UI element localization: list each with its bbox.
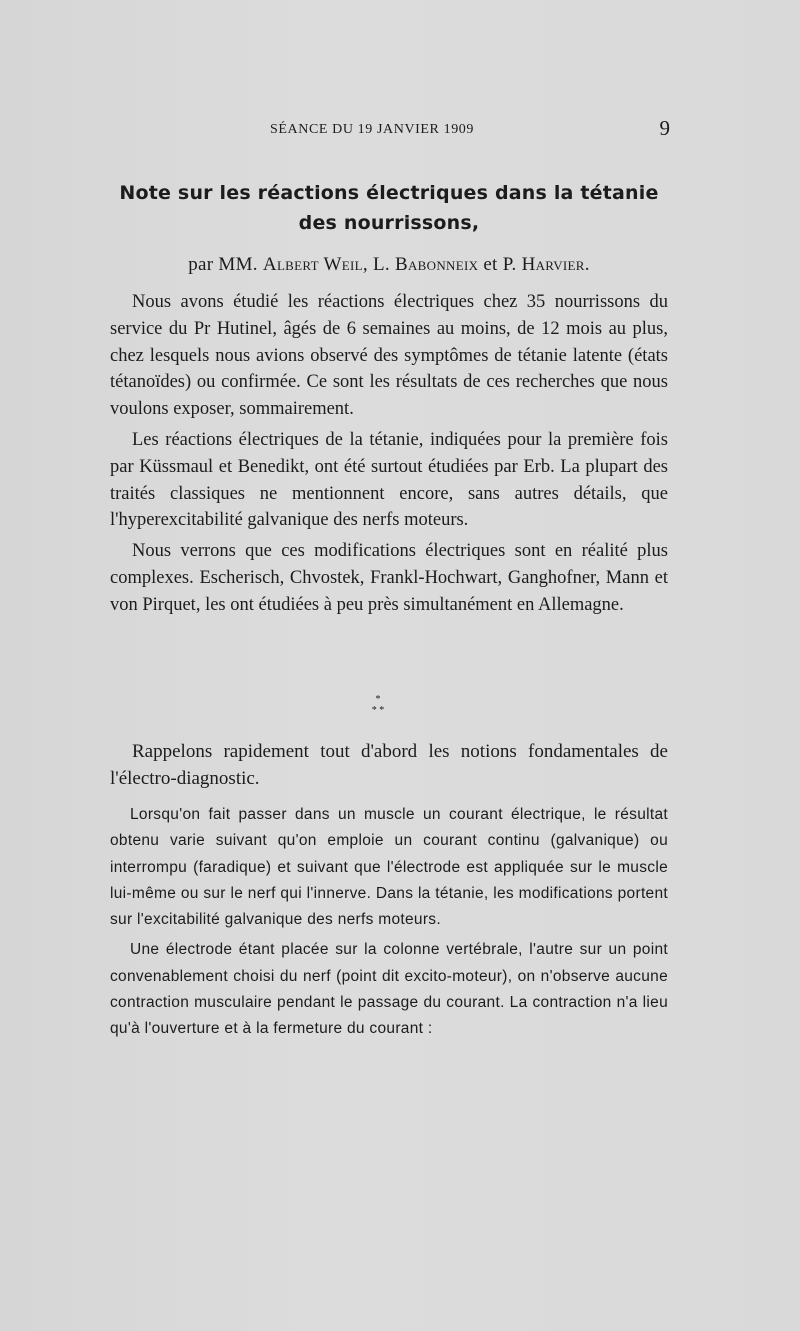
title-line-1: Note sur les réactions électriques dans la tétanie xyxy=(119,182,659,204)
author-harvier: P. Harvier xyxy=(502,254,585,275)
authors-et: et xyxy=(483,254,498,275)
rappel-text xyxy=(110,738,668,792)
authors-line: par MM. Albert Weil, L. Babonneix et P. Harvier. xyxy=(188,254,590,275)
paragraph: Lorsqu'on fait passer dans un muscle un courant électrique, le résultat obtenu varie suivant qu'on emploie un courant continu (galvanique) ou interrompu (faradique) et suivant que l'électrode est appliquée sur le muscle lui-même ou sur le nerf qui l'innerve. Dans la tétanie, les modifications portent sur l'excitabilité galvanique des nerfs moteurs. xyxy=(110,806,668,929)
running-title: SÉANCE DU 19 JANVIER 1909 xyxy=(270,122,474,137)
asterism-bottom: * * xyxy=(371,705,385,716)
article-title xyxy=(110,178,668,238)
asterism-separator xyxy=(358,694,398,716)
authors-prefix: par MM. xyxy=(188,254,258,275)
title-line-2: des nourrissons, xyxy=(298,212,480,234)
paragraph: Les réactions électriques de la tétanie, indiquées pour la première fois par Küssmaul et Benedikt, ont été surtout étudiées par Erb. La plupart des traités classiques ne mentionnent encore, sans autres détails, que l'hyperexcitabilité galvanique des nerfs moteurs. xyxy=(110,429,668,531)
small-print-text xyxy=(110,802,668,1047)
paragraph: Nous verrons que ces modifications électriques sont en réalité plus complexes. Escherisch, Chvostek, Frankl-Hochwart, Ganghofner, Mann et von Pirquet, les ont étudiées à peu près simultanément en Allemagne. xyxy=(110,541,668,615)
author-babonneix: L. Babonneix xyxy=(373,254,479,275)
paragraph: Nous avons étudié les réactions électriques chez 35 nourrissons du service du Pr Hutinel, âgés de 6 semaines au moins, de 12 mois au plus, chez lesquels nous avions observé des symptômes de tétanie latente (états tétanoïdes) ou confirmée. Ce sont les résultats de ces recherches que nous voulons exposer, sommairement. xyxy=(110,292,668,420)
paragraph: Rappelons rapidement tout d'abord les notions fondamentales de l'électro-diagnostic. xyxy=(110,741,668,789)
author-weil: Albert Weil xyxy=(262,254,363,275)
running-head xyxy=(110,116,670,142)
paragraph: Une électrode étant placée sur la colonne vertébrale, l'autre sur un point convenablement choisi du nerf (point dit excito-moteur), on n'observe aucune contraction musculaire pendant le passage du courant. La contraction n'a lieu qu'à l'ouverture et à la fermeture du courant : xyxy=(110,941,668,1038)
page-number: 9 xyxy=(659,116,670,140)
intro-text xyxy=(110,289,668,623)
asterism-top: * xyxy=(375,694,381,705)
